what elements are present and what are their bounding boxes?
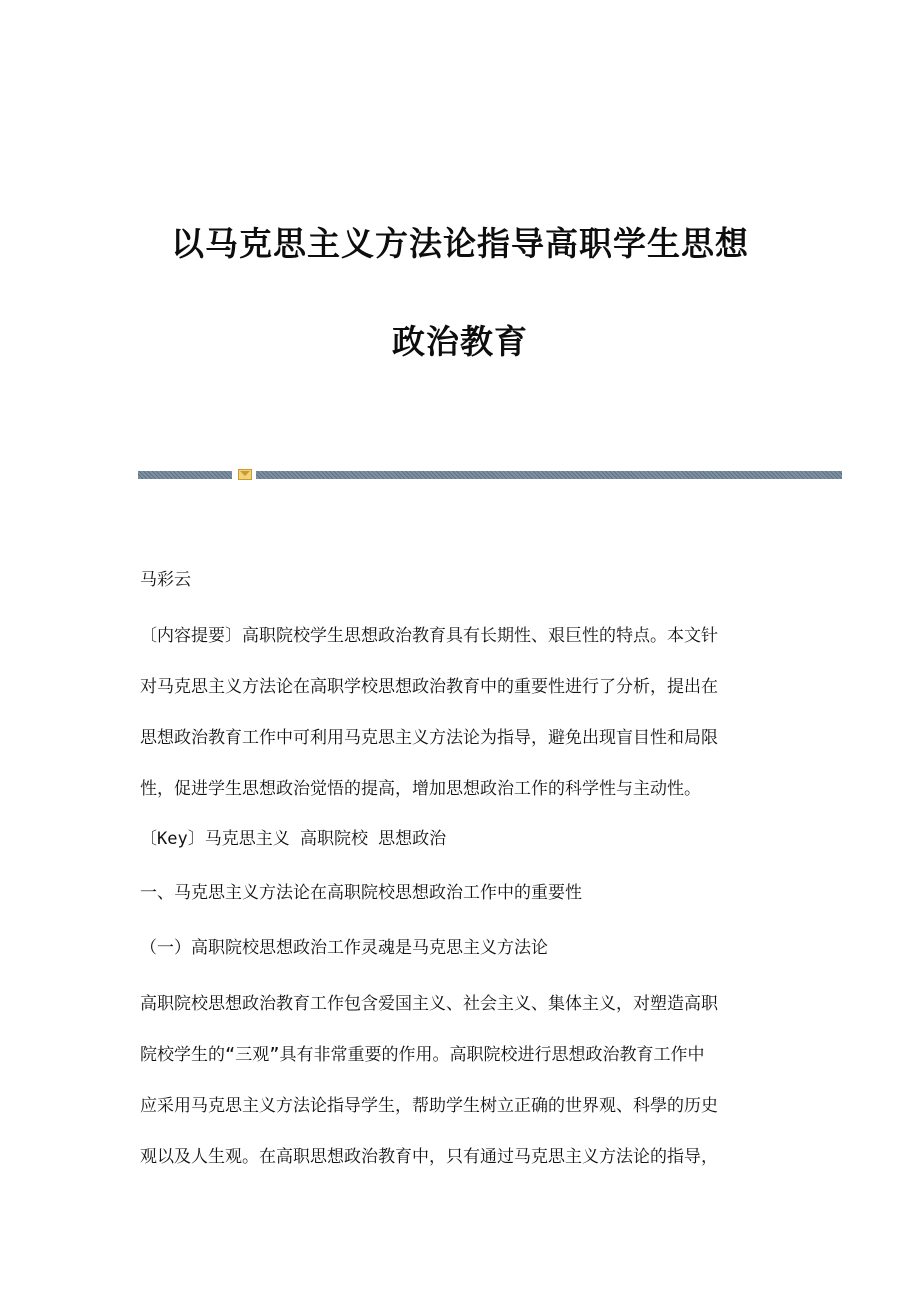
abstract-line: 思想政治教育工作中可利用马克思主义方法论为指导，避免出现盲目性和局限 xyxy=(140,728,718,748)
abstract-line: 对马克思主义方法论在高职学校思想政治教育中的重要性进行了分析，提出在 xyxy=(140,677,718,697)
document-title-line-2: 政治教育 xyxy=(392,322,528,361)
body-line: 院校学生的“三观”具有非常重要的作用。高职院校进行思想政治教育工作中 xyxy=(140,1045,705,1065)
body-line: 应采用马克思主义方法论指导学生，帮助学生树立正确的世界观、科學的历史 xyxy=(140,1096,718,1116)
divider-bar-right xyxy=(256,471,842,479)
body-line: 高职院校思想政治教育工作包含爱国主义、社会主义、集体主义，对塑造高职 xyxy=(140,994,718,1014)
keywords-line: 〔Key〕马克思主义 高职院校 思想政治 xyxy=(140,829,447,849)
abstract-line: 性，促进学生思想政治觉悟的提高，增加思想政治工作的科学性与主动性。 xyxy=(140,779,701,799)
subsection-heading: （一）高职院校思想政治工作灵魂是马克思主义方法论 xyxy=(140,938,548,958)
document-title-line-1: 以马克思主义方法论指导高职学生思想 xyxy=(171,224,749,263)
envelope-icon xyxy=(238,469,252,480)
author-name: 马彩云 xyxy=(140,570,191,590)
body-line: 观以及人生观。在高职思想政治教育中，只有通过马克思主义方法论的指导， xyxy=(140,1147,718,1167)
divider-bar-left xyxy=(138,471,232,479)
abstract-line: 〔内容提要〕高职院校学生思想政治教育具有长期性、艰巨性的特点。本文针 xyxy=(140,626,718,646)
section-heading: 一、马克思主义方法论在高职院校思想政治工作中的重要性 xyxy=(140,883,582,903)
